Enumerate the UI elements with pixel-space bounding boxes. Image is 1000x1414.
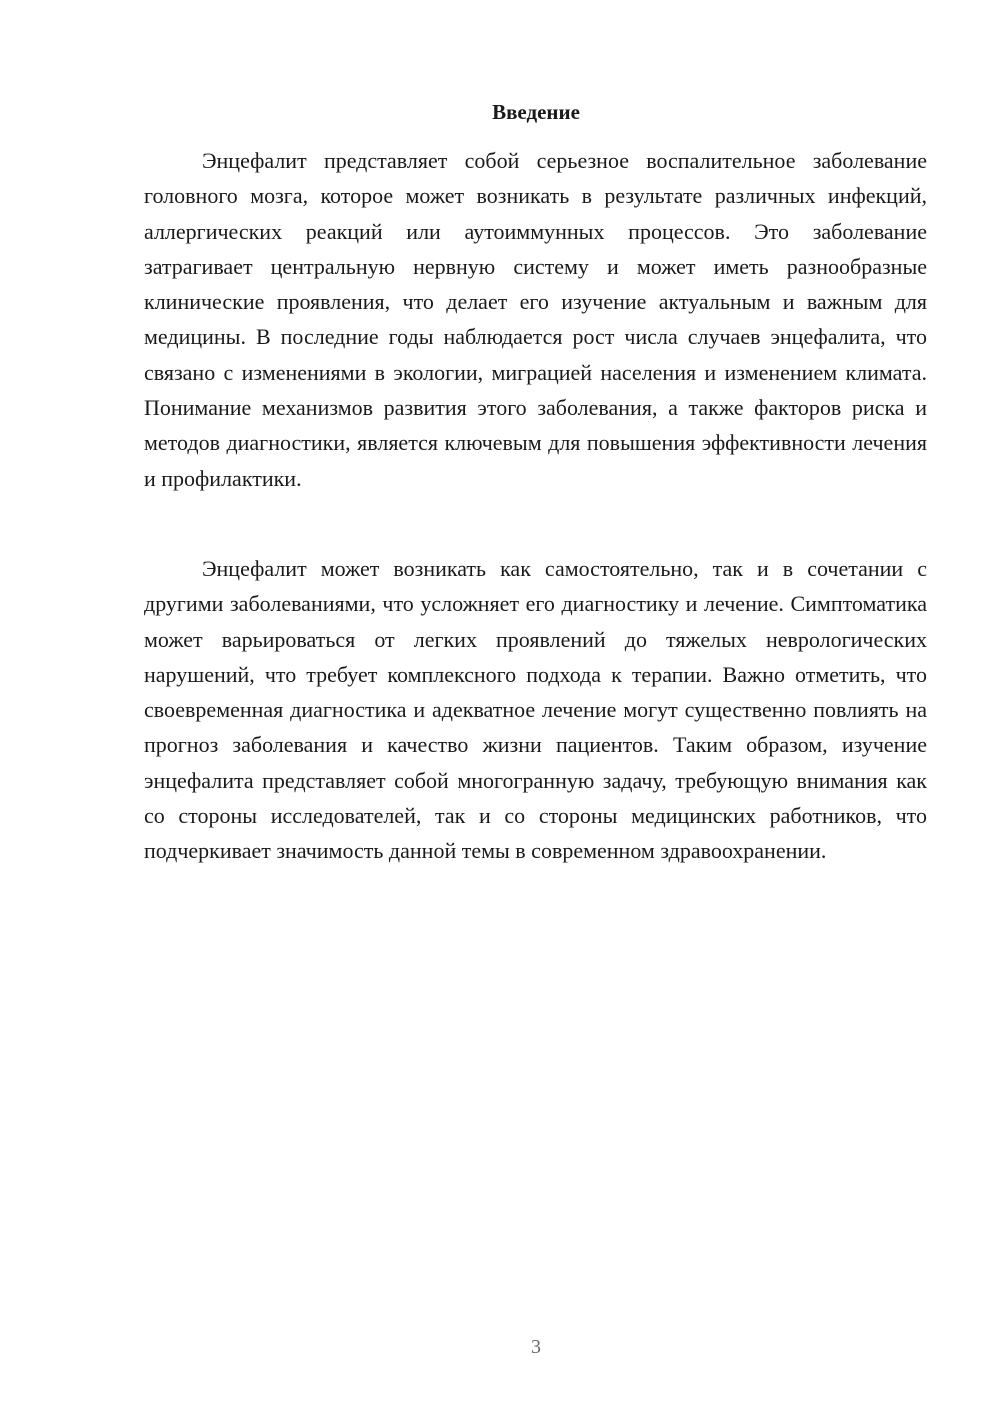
paragraph-introduction-1: Энцефалит представляет собой серьезное воспалительное заболевание головного мозга, которое может возникать в результате различных инфекций, аллергических реакций или аутоиммунных процессов. Это заболевание затрагивает центральную нервную систему и может иметь разнообразные клинические проявления, что делает его изучение актуальным и важным для медицины. В последние годы наблюдается рост числа случаев энцефалита, что связано с изменениями в экологии, миграцией населения и изменением климата. Понимание механизмов развития этого заболевания, а также факторов риска и методов диагностики, является ключевым для повышения эффективности лечения и профилактики. xyxy=(144,148,927,491)
section-heading: Введение xyxy=(492,100,580,124)
paragraph-introduction-2: Энцефалит может возникать как самостоятельно, так и в сочетании с другими заболеваниями, что усложняет его диагностику и лечение. Симптоматика может варьироваться от легких проявлений до тяжелых неврологических нарушений, что требует комплексного подхода к терапии. Важно отметить, что своевременная диагностика и адекватное лечение могут существенно повлиять на прогноз заболевания и качество жизни пациентов. Таким образом, изучение энцефалита представляет собой многогранную задачу, требующую внимания как со стороны исследователей, так и со стороны медицинских работников, что подчеркивает значимость данной темы в современном здравоохранении. xyxy=(144,556,927,864)
page-number: 3 xyxy=(531,1336,541,1358)
